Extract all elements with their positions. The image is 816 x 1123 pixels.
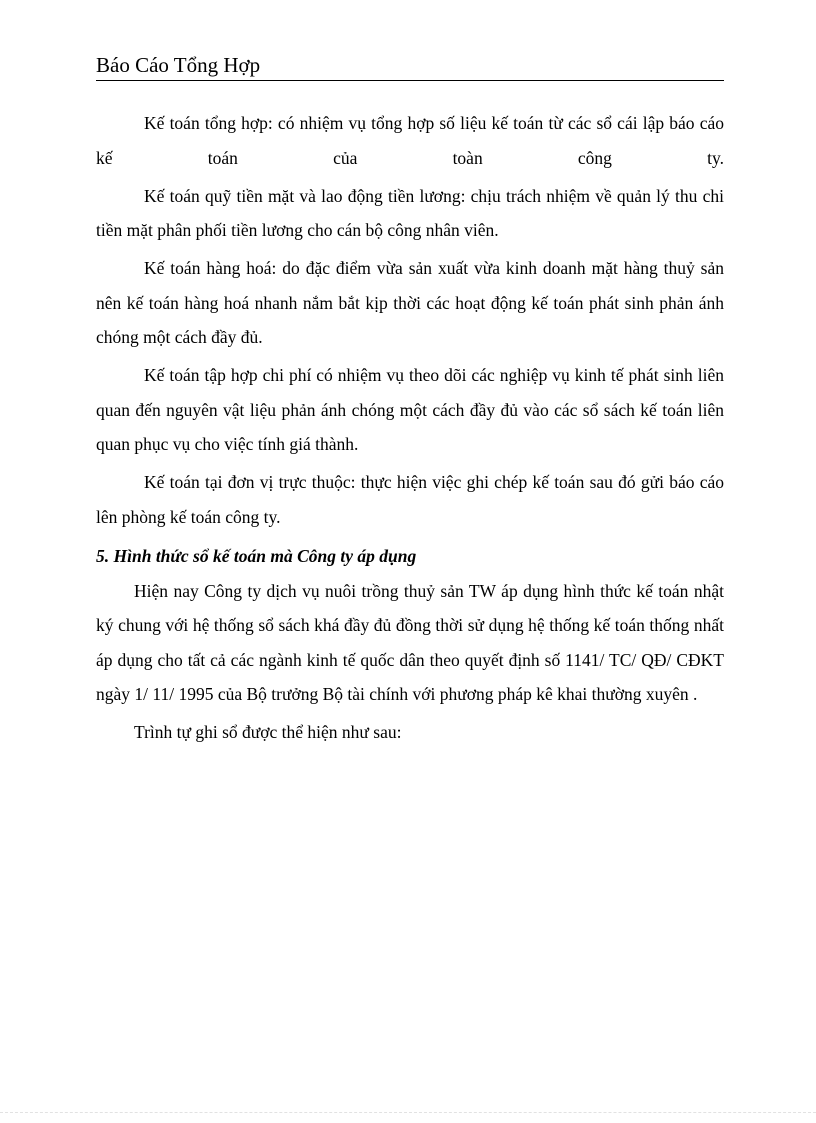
paragraph-unit-accountant: Kế toán tại đơn vị trực thuộc: thực hiện việc ghi chép kế toán sau đó gửi báo cáo lên phòng kế toán công ty. [96,472,724,527]
paragraph-cash-payroll-accountant: Kế toán quỹ tiền mặt và lao động tiền lương: chịu trách nhiệm về quản lý thu chi tiền mặt phân phối tiền lương cho cán bộ công nhân viên. [96,185,724,240]
paragraph-goods-accountant: Kế toán hàng hoá: do đặc điểm vừa sản xuất vừa kinh doanh mặt hàng thuỷ sản nên kế toán hàng hoá nhanh nắm bắt kịp thời các hoạt động kế toán phát sinh phản ánh chóng một cách đầy đủ. [96,258,724,347]
page-bottom-border [0,1112,816,1113]
paragraph-cost-accountant: Kế toán tập hợp chi phí có nhiệm vụ theo dõi các nghiệp vụ kinh tế phát sinh liên quan đến nguyên vật liệu phản ánh chóng một cách đầy đủ vào các sổ sách kế toán liên quan phục vụ cho việc tính giá thành. [96,365,724,454]
document-body [96,106,724,753]
paragraph-recording-sequence: Trình tự ghi sổ được thể hiện như sau: [134,722,402,742]
section-heading: 5. Hình thức sổ kế toán mà Công ty áp dụng [96,545,417,566]
paragraph-general-accountant: Kế toán tổng hợp: có nhiệm vụ tổng hợp số liệu kế toán từ các sổ cái lập báo cáo kế toán của toàn công ty. [96,113,724,168]
paragraph-bookkeeping-form: Hiện nay Công ty dịch vụ nuôi trồng thuỷ sản TW áp dụng hình thức kế toán nhật ký chung với hệ thống sổ sách khá đầy đủ đồng thời sử dụng hệ thống kế toán thống nhất áp dụng cho tất cả các ngành kinh tế quốc dân theo quyết định số 1141/ TC/ QĐ/ CĐKT ngày 1/ 11/ 1995 của Bộ trưởng Bộ tài chính với phương pháp kê khai thường xuyên . [96,580,724,704]
page-header: Báo Cáo Tổng Hợp [96,50,724,81]
